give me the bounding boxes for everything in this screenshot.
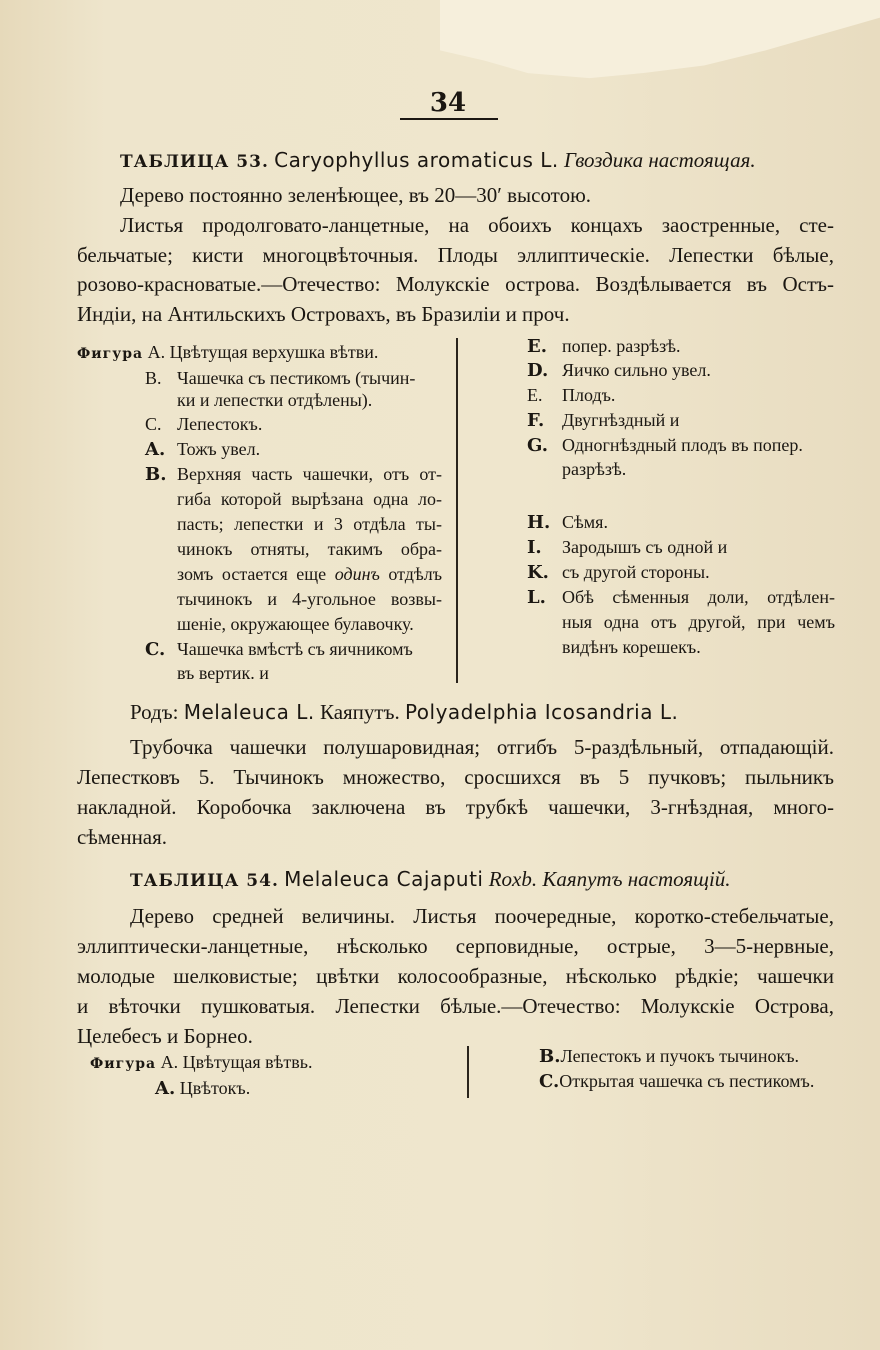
figure-letter: H. bbox=[527, 512, 551, 533]
figure-caption-line: чинокъ отняты, такимъ обра- bbox=[177, 539, 442, 559]
table54-line-5: Целебесъ и Борнео. bbox=[77, 1024, 253, 1048]
figure-caption-line: Зародышъ съ одной и bbox=[562, 537, 728, 557]
figure-caption: Цвѣтущая верхушка вѣтви. bbox=[169, 342, 379, 362]
figure-letter: A. bbox=[145, 439, 166, 460]
figure-caption-line: ныя одна отъ другой, при чемъ bbox=[562, 612, 835, 632]
figure-caption-line: въ вертик. и bbox=[177, 663, 269, 683]
figure-caption-line: Яичко сильно увел. bbox=[562, 360, 711, 380]
figure-caption-line: Чашечка съ пестикомъ (тычин- bbox=[177, 368, 416, 388]
genus-heading bbox=[130, 698, 678, 726]
genus-line-3: накладной. Коробочка заключена въ трубкѣ чашечки, 3-гнѣздная, много- bbox=[77, 795, 834, 819]
table54-figure-a-detail bbox=[155, 1076, 250, 1101]
figure-caption-line: Сѣмя. bbox=[562, 512, 608, 532]
table53-latin-name: Caryophyllus aromaticus L. bbox=[274, 148, 559, 172]
figure-caption-line: пасть; лепестки и 3 отдѣла ты- bbox=[177, 514, 442, 534]
figure-caption-line: Плодъ. bbox=[562, 385, 616, 405]
genus-class: Polyadelphia Icosandria L. bbox=[404, 700, 679, 724]
figure-caption-line: Лепестокъ. bbox=[177, 414, 263, 434]
figure-letter: A. bbox=[155, 1078, 176, 1099]
figura-word: Фигура bbox=[77, 346, 144, 362]
figure-letter: I. bbox=[527, 537, 542, 558]
torn-paper-edge bbox=[440, 0, 880, 126]
figure-caption-line: съ другой стороны. bbox=[562, 562, 710, 582]
figure-caption-line: видѣнъ корешекъ. bbox=[562, 637, 701, 657]
page-number: 34 bbox=[429, 88, 467, 118]
figure-caption: Лепестокъ и пучокъ тычинокъ. bbox=[560, 1046, 800, 1066]
table53-russian-name: Гвоздика настоящая. bbox=[564, 148, 756, 172]
figure-caption-line bbox=[177, 562, 442, 587]
figure-caption-line: гиба которой вырѣзана одна ло- bbox=[177, 489, 442, 509]
figure-letter: D. bbox=[527, 360, 549, 381]
genus-line-4: сѣменная. bbox=[77, 825, 168, 849]
genus-label: Родъ: bbox=[130, 700, 179, 724]
table53-line-2: Листья продолговато-ланцетные, на обоихъ концахъ заостренные, сте- bbox=[120, 213, 834, 237]
table54-latin-name: Melaleuca Cajaputi bbox=[284, 867, 484, 891]
figure-letter: B. bbox=[145, 464, 167, 485]
genus-russian-name: Каяпутъ. bbox=[319, 700, 400, 724]
figure-caption-line: попер. разрѣзѣ. bbox=[562, 336, 681, 356]
figure-caption: Цвѣтущая вѣтвь. bbox=[182, 1052, 313, 1072]
figure-caption: Цвѣтокъ. bbox=[179, 1078, 251, 1098]
caption-italic-text: одинъ bbox=[334, 564, 380, 584]
figure-letter: G. bbox=[527, 435, 548, 456]
table53-line-1: Дерево постоянно зеленѣющее, въ 20—30′ высотою. bbox=[120, 183, 592, 207]
figure-letter: E. bbox=[527, 336, 547, 357]
table54-figure-b bbox=[539, 1044, 799, 1069]
figure-caption-line: Чашечка вмѣстѣ съ яичникомъ bbox=[177, 639, 413, 659]
page-number-rule bbox=[400, 118, 498, 120]
figure-letter: А. bbox=[160, 1052, 179, 1072]
figure-caption-line: ки и лепестки отдѣлены). bbox=[177, 390, 373, 410]
figure-caption-line: Двугнѣздный и bbox=[562, 410, 680, 430]
table54-author: Roxb. bbox=[488, 867, 538, 891]
figure-caption: Открытая чашечка съ пестикомъ. bbox=[559, 1071, 815, 1091]
figure-caption-line: Обѣ сѣменныя доли, отдѣлен- bbox=[562, 587, 835, 607]
genus-latin-name: Melaleuca L. bbox=[183, 700, 315, 724]
table53-heading bbox=[120, 146, 756, 176]
table54-figure-c bbox=[539, 1069, 814, 1094]
figure-letter: Е. bbox=[527, 385, 543, 405]
table53-line-4: розово-красноватые.—Отечество: Молукскіе острова. Воздѣлывается въ Остъ- bbox=[77, 272, 834, 296]
figure-letter: В. bbox=[145, 368, 162, 388]
genus-line-2: Лепестковъ 5. Тычинокъ множество, сросшихся въ 5 пучковъ; пыльникъ bbox=[77, 765, 834, 789]
figure-letter: F. bbox=[527, 410, 545, 431]
table54-line-2: эллиптически-ланцетные, нѣсколько серповидные, острые, 3—5-нервные, bbox=[77, 934, 834, 958]
caption-text: зомъ остается еще bbox=[177, 564, 327, 584]
figure-letter: С. bbox=[145, 414, 162, 434]
table53-line-3: бельчатые; кисти многоцвѣточныя. Плоды эллиптическіе. Лепестки бѣлые, bbox=[77, 243, 834, 267]
table54-russian-name: Каяпутъ настоящій. bbox=[542, 867, 731, 891]
figura-word: Фигура bbox=[90, 1056, 157, 1072]
figure-caption-line: Одногнѣздный плодъ въ попер. bbox=[562, 435, 803, 455]
column-divider bbox=[456, 338, 458, 683]
caption-text: отдѣлъ bbox=[388, 564, 443, 584]
table53-figure-a bbox=[77, 340, 378, 367]
figure-letter: C. bbox=[145, 639, 166, 660]
column-divider bbox=[467, 1046, 469, 1098]
figure-caption-line: Верхняя часть чашечки, отъ от- bbox=[177, 464, 442, 484]
table54-line-3: молодые шелковистые; цвѣтки колосообразные, нѣсколько рѣдкіе; чашечки bbox=[77, 964, 834, 988]
figure-caption-line: шеніе, окружающее булавочку. bbox=[177, 614, 414, 634]
figure-caption-line: Тожъ увел. bbox=[177, 439, 261, 459]
table54-label: ТАБЛИЦА 54. bbox=[130, 871, 279, 891]
table54-line-1: Дерево средней величины. Листья поочередные, коротко-стебельчатые, bbox=[130, 904, 834, 928]
table53-line-5: Индіи, на Антильскихъ Островахъ, въ Бразиліи и проч. bbox=[77, 302, 570, 326]
figure-letter: B. bbox=[539, 1046, 561, 1067]
figure-letter: C. bbox=[539, 1071, 560, 1092]
table53-label: ТАБЛИЦА 53. bbox=[120, 152, 269, 172]
table54-line-4: и вѣточки пушковатыя. Лепестки бѣлые.—Отечество: Молукскіе Острова, bbox=[77, 994, 834, 1018]
figure-letter: L. bbox=[527, 587, 546, 608]
genus-line-1: Трубочка чашечки полушаровидная; отгибъ 5-раздѣльный, отпадающій. bbox=[130, 735, 834, 759]
table54-heading bbox=[130, 865, 731, 895]
figure-letter: K. bbox=[527, 562, 549, 583]
figure-letter: А. bbox=[147, 342, 166, 362]
figure-caption-line: разрѣзѣ. bbox=[562, 459, 627, 479]
table54-figure-a bbox=[90, 1050, 312, 1077]
figure-caption-line: тычинокъ и 4-угольное возвы- bbox=[177, 589, 442, 609]
